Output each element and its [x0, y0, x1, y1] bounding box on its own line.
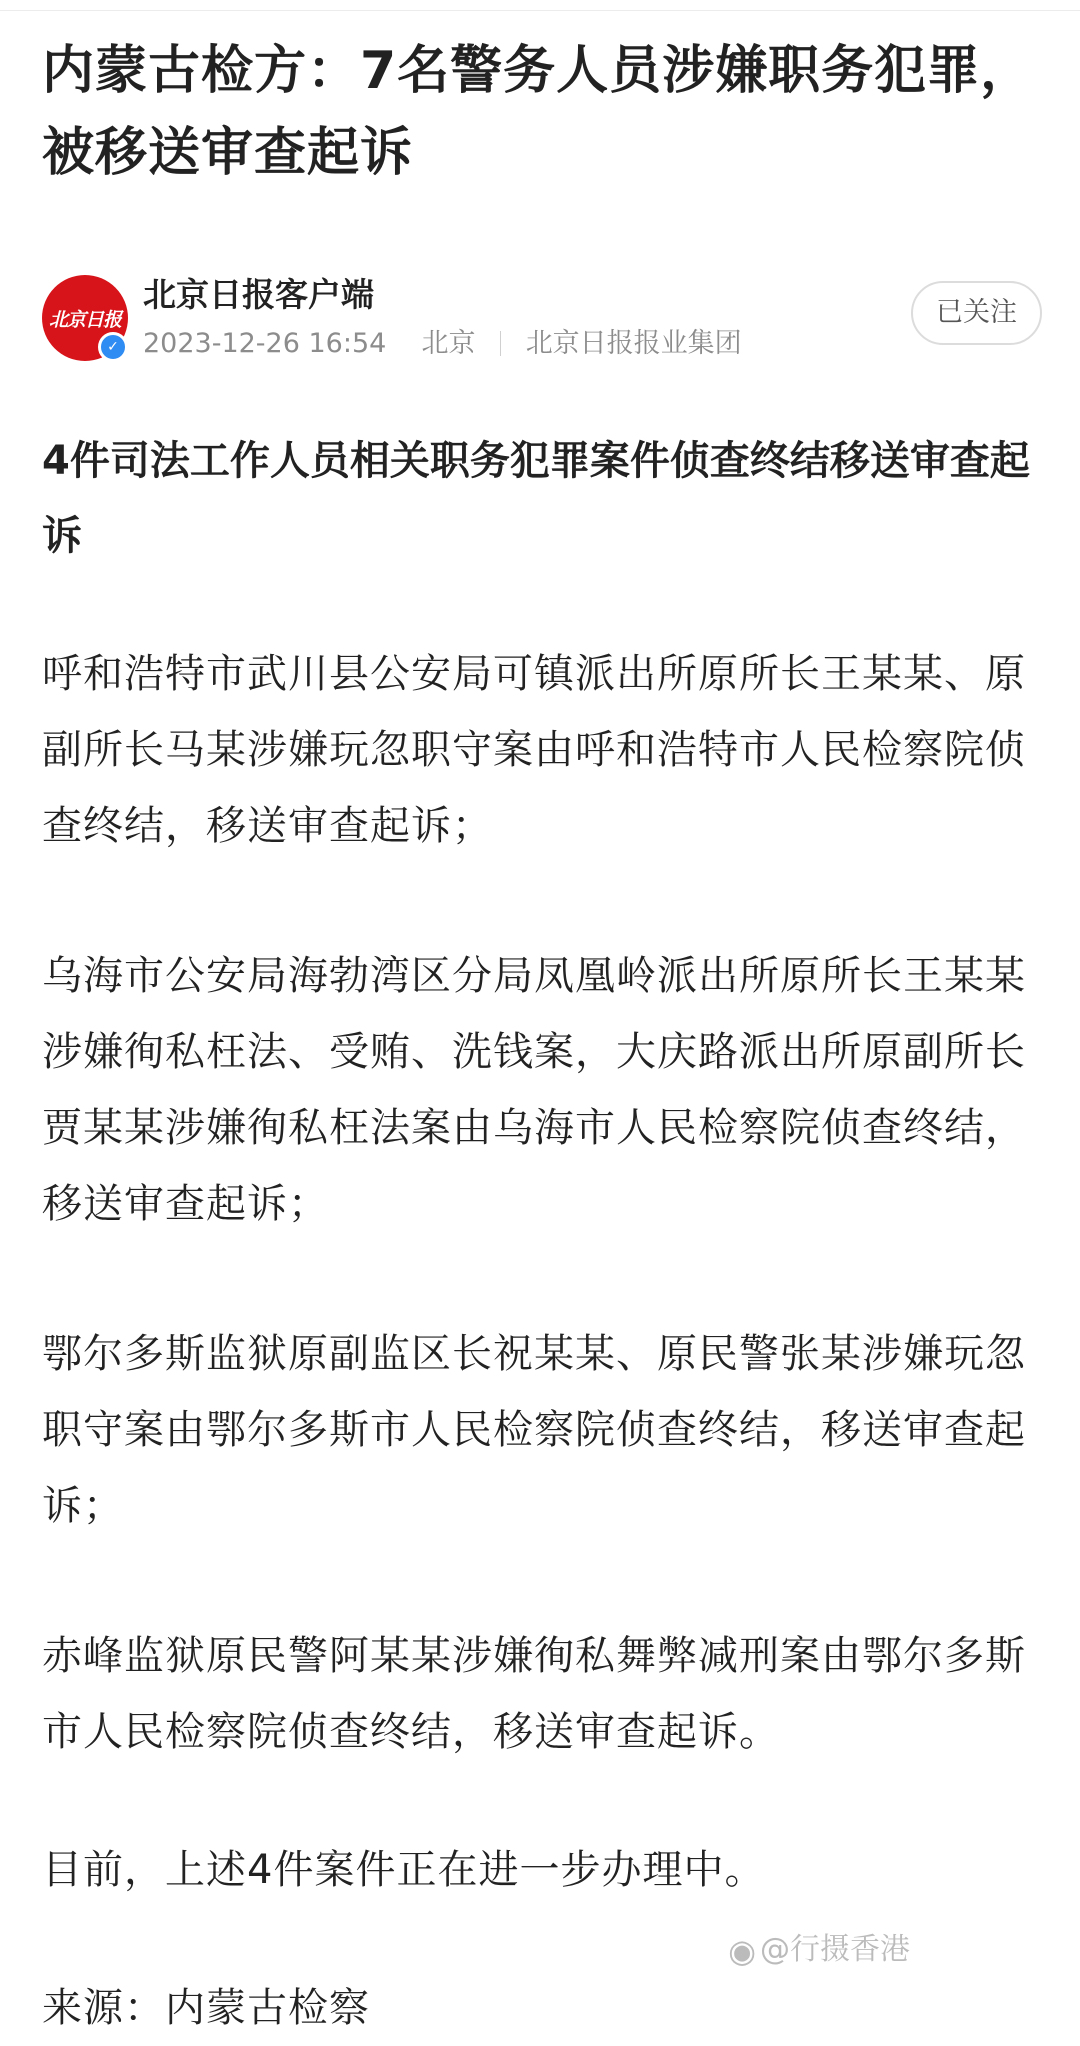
article-paragraph: 乌海市公安局海勃湾区分局凤凰岭派出所原所长王某某涉嫌徇私枉法、受贿、洗钱案，大庆路派出所原副所长贾某某涉嫌徇私枉法案由乌海市人民检察院侦查终结，移送审查起诉；: [42, 953, 1026, 1227]
watermark: [728, 1930, 910, 1971]
publish-datetime: 2023-12-26 16:54: [143, 328, 387, 359]
article-paragraph: 赤峰监狱原民警阿某某涉嫌徇私舞弊减刑案由鄂尔多斯市人民检察院侦查终结，移送审查起诉。: [42, 1633, 1026, 1755]
article-title: 内蒙古检方：7名警务人员涉嫌职务犯罪，被移送审查起诉: [42, 41, 1034, 183]
article-paragraph: 鄂尔多斯监狱原副监区长祝某某、原民警张某涉嫌玩忽职守案由鄂尔多斯市人民检察院侦查终结，移送审查起诉；: [42, 1331, 1026, 1529]
article: [42, 30, 1042, 2046]
watermark-text: @行摄香港: [760, 1932, 910, 1967]
publisher-name: 北京日报报业集团: [525, 328, 742, 359]
source-name[interactable]: 北京日报客户端: [143, 275, 374, 314]
source-meta: [143, 324, 742, 364]
article-paragraph: 呼和浩特市武川县公安局可镇派出所原所长王某某、原副所长马某涉嫌玩忽职守案由呼和浩特市人民检察院侦查终结，移送审查起诉；: [42, 651, 1026, 849]
source-header: [42, 272, 1042, 372]
follow-button[interactable]: 已关注: [911, 281, 1042, 345]
publish-location: 北京: [421, 328, 476, 359]
article-source-note: 来源：内蒙古检察: [42, 1985, 370, 2031]
article-paragraph: 目前，上述4件案件正在进一步办理中。: [42, 1847, 766, 1893]
top-divider: [0, 0, 1080, 11]
weibo-icon: ◉: [728, 1932, 756, 1970]
verified-badge-icon: ✓: [98, 332, 128, 362]
meta-divider: [500, 331, 501, 356]
source-avatar[interactable]: 北京日报: [42, 275, 128, 361]
article-subheading: 4件司法工作人员相关职务犯罪案件侦查终结移送审查起诉: [42, 438, 1030, 559]
